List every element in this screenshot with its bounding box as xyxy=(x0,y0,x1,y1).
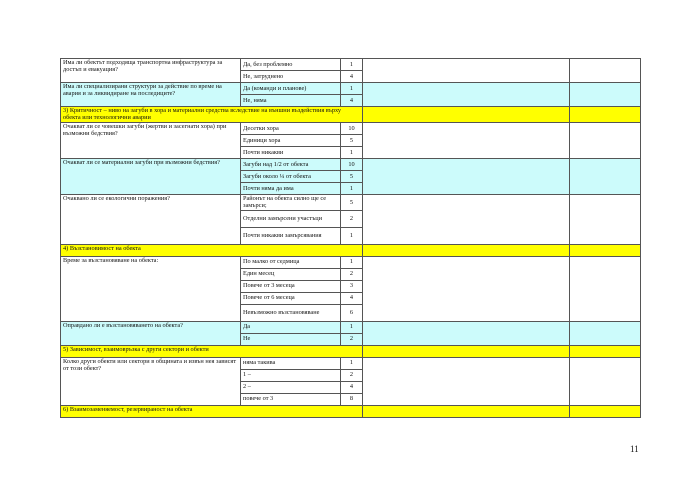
question-text: Има ли специализирани структури за действие по време на авария и за ликвидиране на последиците? xyxy=(61,83,241,107)
section-empty-cell xyxy=(570,345,641,357)
question-text: Колко други обекти или сектори в общината и извън нея зависят от този обект? xyxy=(61,357,241,405)
answer-option: Почти никакви xyxy=(241,146,341,158)
empty-points-cell[interactable] xyxy=(570,83,641,107)
empty-points-cell[interactable] xyxy=(570,357,641,405)
answer-score: 2 xyxy=(341,268,363,280)
page-number: 11 xyxy=(630,444,639,454)
answer-option: 1 – xyxy=(241,369,341,381)
answer-score: 2 xyxy=(341,369,363,381)
empty-points-cell[interactable] xyxy=(570,256,641,321)
empty-points-cell[interactable] xyxy=(570,122,641,158)
answer-score: 5 xyxy=(341,134,363,146)
question-text: Оправдано ли е възстановяването на обекта? xyxy=(61,321,241,345)
answer-score: 5 xyxy=(341,194,363,210)
answer-option: Не xyxy=(241,333,341,345)
empty-answer-cell[interactable] xyxy=(363,158,570,194)
question-option-row xyxy=(61,321,641,333)
question-option-row xyxy=(61,59,641,71)
section-title: 3) Критичност – ниво на загуби в хора и материални средства вследствие на външни въздействия върху обекта или технологични аварии xyxy=(61,107,363,123)
answer-option: Отделни замърсени участъци xyxy=(241,210,341,227)
answer-option: Повече от 3 месеца xyxy=(241,280,341,292)
section-title: 4) Възстановимост на обекта xyxy=(61,244,363,256)
assessment-table xyxy=(60,58,641,418)
empty-answer-cell[interactable] xyxy=(363,122,570,158)
answer-score: 8 xyxy=(341,393,363,405)
answer-option: Загуби над 1/2 от обекта xyxy=(241,158,341,170)
question-option-row xyxy=(61,357,641,369)
question-text: Време за възстановяване на обекта: xyxy=(61,256,241,321)
section-empty-cell xyxy=(570,107,641,123)
answer-score: 1 xyxy=(341,227,363,244)
empty-answer-cell[interactable] xyxy=(363,357,570,405)
section-header-row xyxy=(61,244,641,256)
section-header-row xyxy=(61,107,641,123)
answer-option: Един месец xyxy=(241,268,341,280)
section-empty-cell xyxy=(363,345,570,357)
answer-score: 4 xyxy=(341,292,363,304)
answer-score: 1 xyxy=(341,146,363,158)
question-option-row xyxy=(61,83,641,95)
question-option-row xyxy=(61,256,641,268)
answer-score: 6 xyxy=(341,304,363,321)
answer-score: 10 xyxy=(341,158,363,170)
answer-option: По малко от седмица xyxy=(241,256,341,268)
empty-answer-cell[interactable] xyxy=(363,83,570,107)
empty-answer-cell[interactable] xyxy=(363,321,570,345)
answer-option: Невъзможно възстановяване xyxy=(241,304,341,321)
section-empty-cell xyxy=(363,107,570,123)
answer-option: Повече от 6 месеца xyxy=(241,292,341,304)
section-title: 5) Зависимост, взаимовръзка с други сектори и обекти xyxy=(61,345,363,357)
answer-option: Районът на обекта силно ще се замърси; xyxy=(241,194,341,210)
answer-option: Да (команди и планове) xyxy=(241,83,341,95)
answer-score: 2 xyxy=(341,333,363,345)
question-option-row xyxy=(61,158,641,170)
question-option-row xyxy=(61,194,641,210)
question-option-row xyxy=(61,122,641,134)
section-empty-cell xyxy=(363,405,570,417)
section-empty-cell xyxy=(570,405,641,417)
answer-option: няма такива xyxy=(241,357,341,369)
answer-score: 4 xyxy=(341,381,363,393)
answer-option: Не, затруднено xyxy=(241,71,341,83)
section-empty-cell xyxy=(570,244,641,256)
answer-option: Почти никакви замърсявания xyxy=(241,227,341,244)
section-header-row xyxy=(61,345,641,357)
question-text: Очакват ли се човешки загуби (жертви и засегнати хора) при възможни бедствия? xyxy=(61,122,241,158)
answer-score: 3 xyxy=(341,280,363,292)
answer-option: Загуби около ¼ от обекта xyxy=(241,170,341,182)
answer-score: 1 xyxy=(341,182,363,194)
answer-score: 1 xyxy=(341,59,363,71)
section-title: 6) Взаимозаменяемост, резервираност на обекта xyxy=(61,405,363,417)
answer-option: 2 – xyxy=(241,381,341,393)
answer-score: 5 xyxy=(341,170,363,182)
answer-option: Да, без проблемно xyxy=(241,59,341,71)
empty-points-cell[interactable] xyxy=(570,194,641,244)
answer-option: повече от 3 xyxy=(241,393,341,405)
empty-answer-cell[interactable] xyxy=(363,194,570,244)
question-text: Очакват ли се материални загуби при възможни бедствия? xyxy=(61,158,241,194)
empty-points-cell[interactable] xyxy=(570,158,641,194)
answer-score: 10 xyxy=(341,122,363,134)
answer-score: 1 xyxy=(341,357,363,369)
answer-score: 4 xyxy=(341,71,363,83)
empty-answer-cell[interactable] xyxy=(363,59,570,83)
question-text: Очаквано ли се екологични поражения? xyxy=(61,194,241,244)
section-empty-cell xyxy=(363,244,570,256)
answer-option: Единици хора xyxy=(241,134,341,146)
answer-score: 2 xyxy=(341,210,363,227)
empty-points-cell[interactable] xyxy=(570,321,641,345)
empty-answer-cell[interactable] xyxy=(363,256,570,321)
answer-score: 1 xyxy=(341,256,363,268)
section-header-row xyxy=(61,405,641,417)
question-text: Има ли обектът подходяща транспортна инфраструктура за достъп и евакуация? xyxy=(61,59,241,83)
answer-option: Не, няма xyxy=(241,95,341,107)
answer-score: 1 xyxy=(341,83,363,95)
answer-option: Да xyxy=(241,321,341,333)
answer-score: 1 xyxy=(341,321,363,333)
answer-score: 4 xyxy=(341,95,363,107)
empty-points-cell[interactable] xyxy=(570,59,641,83)
answer-option: Десетки хора xyxy=(241,122,341,134)
answer-option: Почти няма да има xyxy=(241,182,341,194)
